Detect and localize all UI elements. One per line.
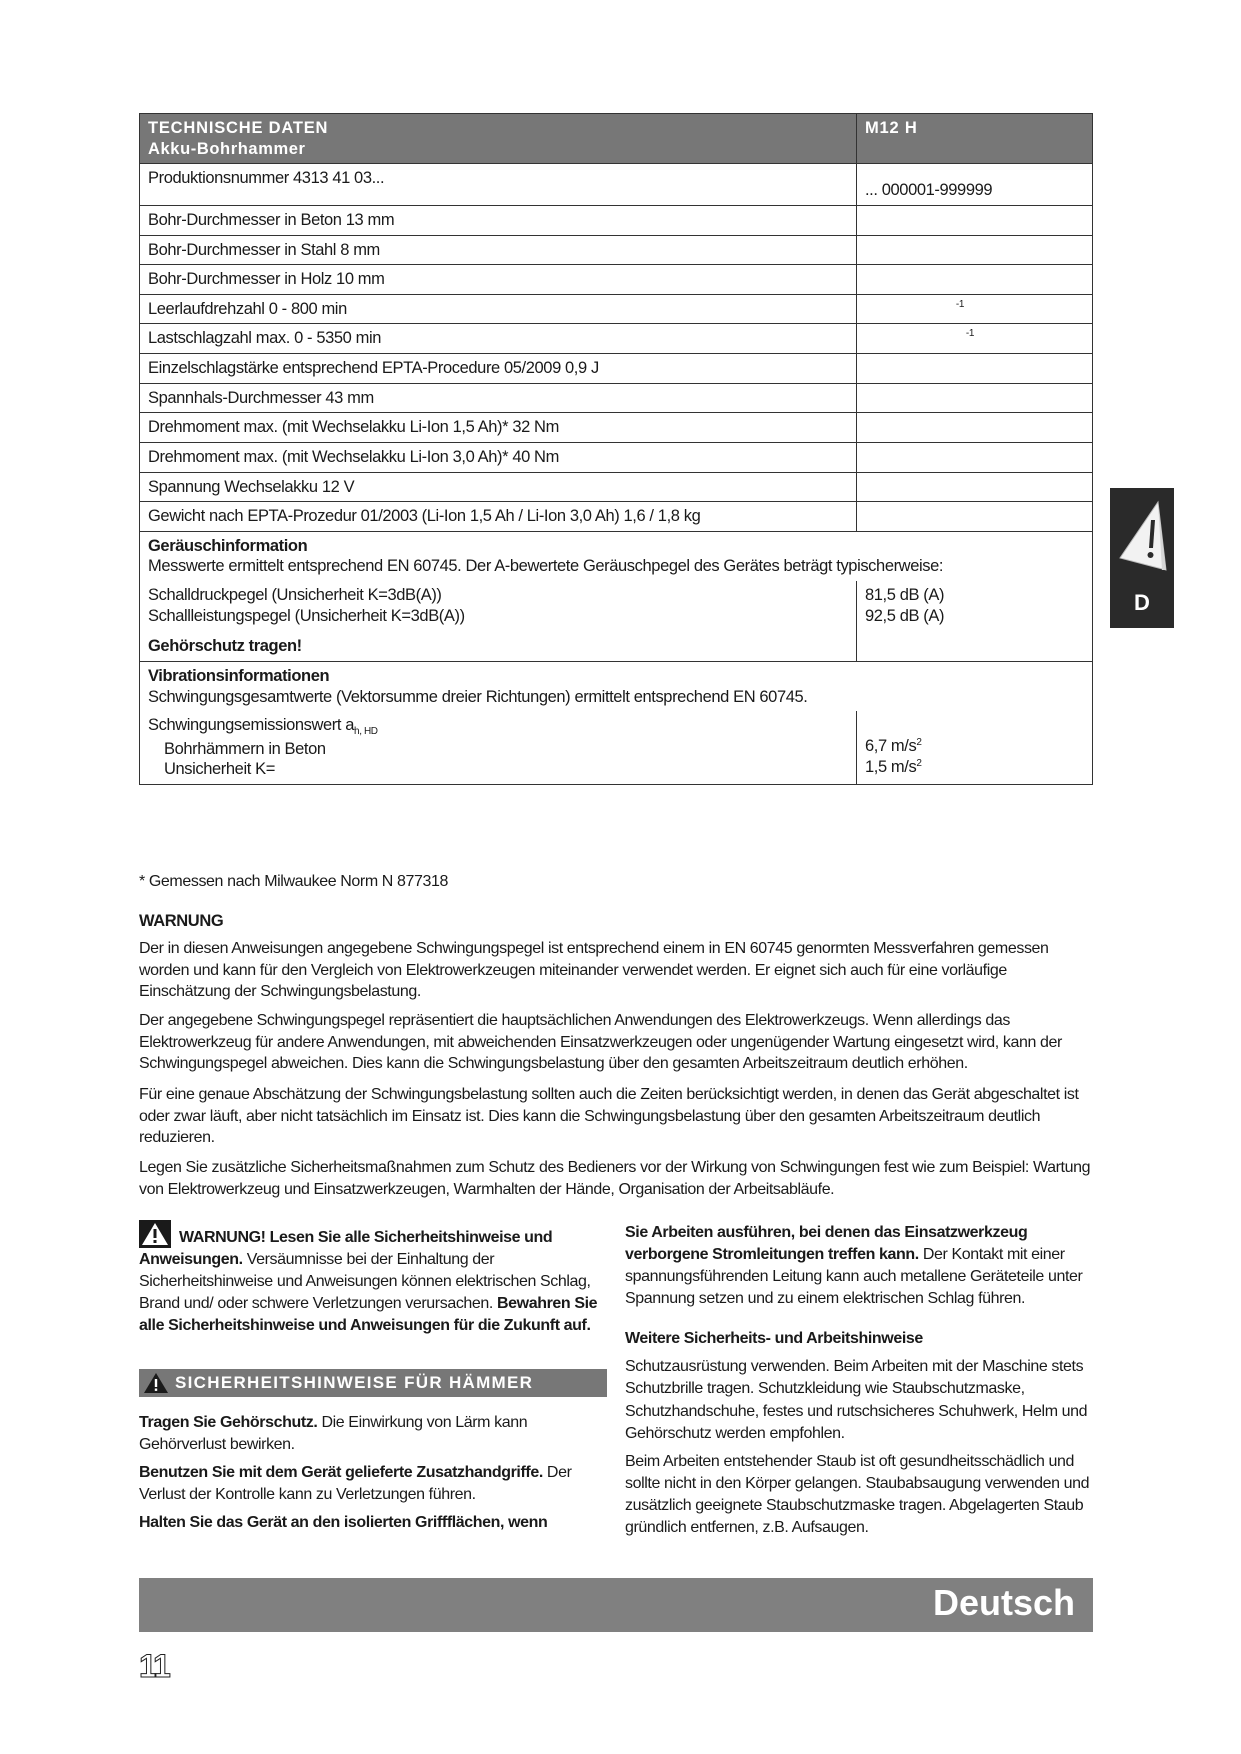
- side-tab-letter: D: [1134, 590, 1150, 615]
- handles-bold: Benutzen Sie mit dem Gerät gelieferte Zusatzhandgriffe.: [139, 1464, 543, 1482]
- production-number-value: ... 000001-999999: [865, 181, 993, 200]
- further-safety-heading: [625, 1328, 1095, 1350]
- further-safety-title: Weitere Sicherheits- und Arbeitshinweise: [625, 1330, 923, 1348]
- row-label: Einzelschlagstärke entsprechend EPTA-Procedure 05/2009 0,9 J: [140, 354, 857, 384]
- noise-info-header: [140, 531, 1093, 581]
- hearing-protection-paragraph: [139, 1412, 617, 1456]
- drilling-concrete-label: Bohrhämmern in Beton: [164, 739, 326, 758]
- warning-exclamation-icon: [1118, 500, 1168, 574]
- row-value: [857, 383, 1093, 413]
- noise-values: [857, 581, 1093, 661]
- row-value: [857, 413, 1093, 443]
- row-value: [857, 294, 1093, 324]
- warning-paragraph-3: Für eine genaue Abschätzung der Schwingungsbelastung sollten auch die Zeiten berücksichtigt werden, in denen das Gerät abgeschaltet ist oder zwar läuft, aber nicht tatsächlich im Einsatz ist. Dies kann die Schwingungsbelastung über den gesamten Arbeitszeitraum deutlich reduzieren.: [139, 1086, 1079, 1147]
- row-value: [857, 442, 1093, 472]
- handles-text: Der Verlust der Kontrolle kann zu Verletzungen führen.: [139, 1464, 572, 1504]
- drill-value-text: 6,7 m/s: [865, 737, 917, 756]
- protective-equipment-paragraph: Schutzausrüstung verwenden. Beim Arbeiten mit der Maschine stets Schutzbrille tragen. Schutzkleidung wie Staubschutzmaske, Schutzhandschuhe, festes und rutschsicheres Schuhwerk, Helm und Gehörschutz werden empfohlen.: [625, 1358, 1088, 1442]
- row-value: [857, 265, 1093, 295]
- noise-info-desc: Messwerte ermittelt entsprechend EN 60745. Der A-bewertete Geräuschpegel des Gerätes beträgt typischerweise:: [148, 557, 944, 576]
- general-warning-paragraph: [139, 1220, 617, 1337]
- hidden-wires-text: Der Kontakt mit einer spannungsführenden Leitung kann auch metallene Geräteteile unter Spannung setzen und zu einem elektrischen Schlag führen.: [625, 1246, 1083, 1308]
- handles-paragraph: [139, 1462, 617, 1506]
- row-label: Bohr-Durchmesser in Stahl 8 mm: [140, 235, 857, 265]
- row-label: Gewicht nach EPTA-Prozedur 01/2003 (Li-Ion 1,5 Ah / Li-Ion 3,0 Ah) 1,6 / 1,8 kg: [140, 502, 857, 532]
- unit-exponent: -1: [955, 298, 964, 310]
- uncertainty-value: [865, 757, 1084, 778]
- hammer-safety-title: SICHERHEITSHINWEISE FÜR HÄMMER: [175, 1373, 534, 1392]
- table-row: [140, 472, 1093, 502]
- row-label: Lastschlagzahl max. 0 - 5350 min: [140, 324, 857, 354]
- hidden-wires-paragraph: [625, 1222, 1095, 1310]
- row-label: Spannung Wechselakku 12 V: [140, 472, 857, 502]
- table-header-row: [140, 114, 1093, 164]
- technical-data-table: [139, 113, 1093, 785]
- footer-language: Deutsch: [932, 1582, 1075, 1623]
- vibration-info-title: Vibrationsinformationen: [148, 666, 330, 685]
- table-header-title-cell: [140, 114, 857, 164]
- dust-paragraph: Beim Arbeiten entstehender Staub ist oft gesundheitsschädlich und sollte nicht in den Körper gelangen. Staubabsaugung verwenden und zusätzlich geeignete Staubschutzmaske tragen. Abgelagerten Staub gründlich entfernen, z.B. Aufsaugen.: [625, 1452, 1090, 1536]
- warning-paragraph-4: Legen Sie zusätzliche Sicherheitsmaßnahmen zum Schutz des Bedieners vor der Wirkung von Schwingungen fest wie zum Beispiel: Wartung von Elektrowerkzeug und Einsatzwerkzeugen, Warmhalten der Hände, Organisation der Arbeitsabläufe.: [139, 1159, 1091, 1198]
- uncert-value-text: 1,5 m/s: [865, 757, 917, 776]
- row-label: Bohr-Durchmesser in Holz 10 mm: [140, 265, 857, 295]
- row-label: Produktionsnummer 4313 41 03...: [140, 164, 857, 206]
- vibration-labels: [140, 711, 857, 784]
- table-row: [140, 354, 1093, 384]
- general-warning-text: Versäumnisse bei der Einhaltung der Sicherheitshinweise und Anweisungen können elektrischen Schlag, Brand und/ oder schwere Verletzungen verursachen.: [139, 1251, 591, 1313]
- vibration-info-header: [140, 661, 1093, 711]
- table-header-model: M12 H: [857, 114, 1093, 164]
- row-value: [857, 205, 1093, 235]
- sound-power-value: 92,5 dB (A): [865, 606, 945, 625]
- vibration-info-desc: Schwingungsgesamtwerte (Vektorsumme dreier Richtungen) ermittelt entsprechend EN 60745.: [148, 687, 808, 706]
- row-label: Spannhals-Durchmesser 43 mm: [140, 383, 857, 413]
- unit-exponent: -1: [965, 328, 974, 340]
- hearing-protection-note: Gehörschutz tragen!: [148, 637, 302, 656]
- row-value: [857, 354, 1093, 384]
- table-row: [140, 294, 1093, 324]
- unit-sup: 2: [916, 737, 922, 749]
- row-value: [857, 324, 1093, 354]
- table-row: [140, 442, 1093, 472]
- table-header-title: TECHNISCHE DATEN: [148, 119, 329, 137]
- row-label: Drehmoment max. (mit Wechselakku Li-Ion 3,0 Ah)* 40 Nm: [140, 442, 857, 472]
- footer-bar: [139, 1578, 1093, 1632]
- footnote: * Gemessen nach Milwaukee Norm N 877318: [139, 873, 449, 890]
- row-label: Drehmoment max. (mit Wechselakku Li-Ion 1,5 Ah)* 32 Nm: [140, 413, 857, 443]
- general-warning-bold-2: Bewahren Sie alle Sicherheitshinweise und Anweisungen für die Zukunft auf.: [139, 1295, 598, 1335]
- right-column: [625, 1222, 1095, 1545]
- noise-values-row: [140, 581, 1093, 661]
- warning-title: WARNUNG: [139, 912, 224, 930]
- hearing-protection-text: Die Einwirkung von Lärm kann Gehörverlust bewirken.: [139, 1414, 528, 1454]
- left-column-lower: [139, 1412, 617, 1540]
- table-header-subtitle: Akku-Bohrhammer: [148, 139, 306, 158]
- row-value: [857, 164, 1093, 206]
- general-warning-bold: WARNUNG! Lesen Sie alle Sicherheitshinweise und Anweisungen.: [139, 1229, 553, 1269]
- drilling-concrete-value: [865, 736, 1084, 757]
- sound-power-label: Schallleistungspegel (Unsicherheit K=3dB(A)): [148, 606, 465, 625]
- table-row: [140, 164, 1093, 206]
- sound-pressure-value: 81,5 dB (A): [865, 586, 945, 604]
- left-column: [139, 1220, 617, 1343]
- warning-paragraph-2: Der angegebene Schwingungspegel repräsentiert die hauptsächlichen Anwendungen des Elektrowerkzeugs. Wenn allerdings das Elektrowerkzeug für andere Anwendungen, mit abweichenden Einsatzwerkzeugen oder ungenügender Wartung eingesetzt wird, kann der Schwingungspegel abweichen. Dies kann die Schwingungsbelastung über den gesamten Arbeitszeitraum deutlich erhöhen.: [139, 1012, 1062, 1073]
- table-row: [140, 265, 1093, 295]
- uncertainty-label: Unsicherheit K=: [164, 760, 275, 779]
- table-row: [140, 383, 1093, 413]
- warning-paragraph-1: Der in diesen Anweisungen angegebene Schwingungspegel ist entsprechend einem in EN 60745 genormten Messverfahren gemessen worden und kann für den Vergleich von Elektrowerkzeugen miteinander verwendet werden. Er eignet sich auch für eine vorläufige Einschätzung der Schwingungsbelastung.: [139, 940, 1049, 1001]
- vibration-values-row: [140, 711, 1093, 784]
- hammer-safety-heading: [139, 1369, 607, 1397]
- row-label: Leerlaufdrehzahl 0 - 800 min: [140, 294, 857, 324]
- insulated-grips-bold: Halten Sie das Gerät an den isolierten Griffflächen, wenn: [139, 1514, 548, 1532]
- noise-info-title: Geräuschinformation: [148, 536, 308, 555]
- hidden-wires-bold: Sie Arbeiten ausführen, bei denen das Einsatzwerkzeug verborgene Stromleitungen treffen kann.: [625, 1224, 1028, 1264]
- table-row: [140, 235, 1093, 265]
- row-value: [857, 502, 1093, 532]
- row-label: Bohr-Durchmesser in Beton 13 mm: [140, 205, 857, 235]
- table-row: [140, 502, 1093, 532]
- table-row: [140, 413, 1093, 443]
- insulated-grips-paragraph: [139, 1512, 617, 1534]
- noise-info-header-row: [140, 531, 1093, 581]
- vibration-values: [857, 711, 1093, 784]
- table-row: [140, 324, 1093, 354]
- vibration-info-header-row: [140, 661, 1093, 711]
- language-side-tab: [1110, 488, 1174, 628]
- table-row: [140, 205, 1093, 235]
- row-value: [857, 235, 1093, 265]
- row-value: [857, 472, 1093, 502]
- hearing-protection-bold: Tragen Sie Gehörschutz.: [139, 1414, 318, 1431]
- noise-labels: [140, 581, 857, 661]
- warning-triangle-icon: [143, 1372, 169, 1394]
- page-number: 11: [139, 1648, 169, 1684]
- warning-triangle-icon: [139, 1220, 171, 1248]
- sound-pressure-label: Schalldruckpegel (Unsicherheit K=3dB(A)): [148, 586, 442, 604]
- emission-label-text: Schwingungsemissionswert a: [148, 716, 355, 735]
- unit-sup: 2: [916, 757, 922, 769]
- vibration-emission-label: [148, 715, 848, 739]
- emission-subscript: h, HD: [354, 726, 378, 738]
